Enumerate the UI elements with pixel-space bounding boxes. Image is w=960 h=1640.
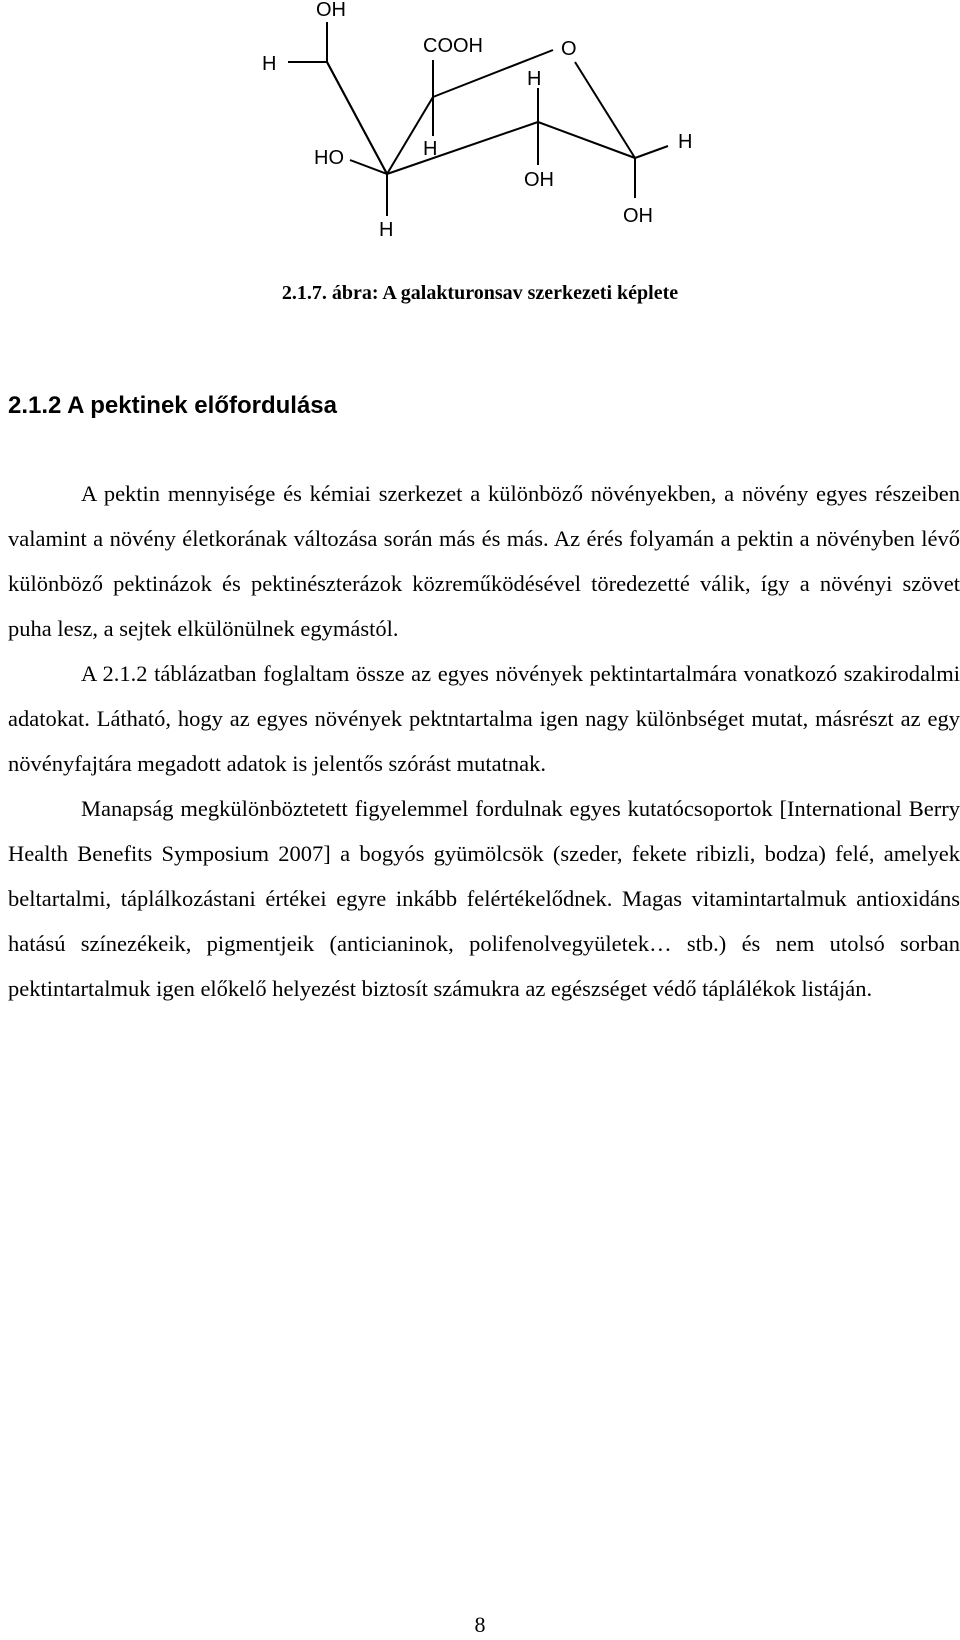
label-oh-c1: OH bbox=[623, 205, 653, 227]
label-o-ring: O bbox=[561, 38, 577, 60]
paragraph: Manapság megkülönböztetett figyelemmel fordulnak egyes kutatócsoportok [International Berry Health Benefits Symposium 2007] a bogyós gyümölcsök (szeder, fekete ribizli, bodza) felé, amelyek beltartalmi, táplálkozástani értékei egyre inkább felértékelődnek. Magas vitamintartalmuk antioxidáns hatású színezékeik, pigmentjeik (anticianinok, polifenolvegyületek… stb.) és nem utolsó sorban pektintartalmuk igen előkelő helyezést biztosít számukra az egészséget védő táplálékok listáján. bbox=[8, 796, 960, 1001]
label-cooh: COOH bbox=[423, 35, 483, 57]
label-h-c1: H bbox=[678, 131, 693, 153]
label-oh-top: OH bbox=[316, 0, 346, 21]
bond-c3-c4 bbox=[387, 97, 433, 174]
label-h-c3: H bbox=[423, 138, 438, 160]
label-h-left: H bbox=[262, 53, 277, 75]
galacturonic-acid-structure bbox=[0, 0, 960, 260]
label-h-bottom: H bbox=[379, 219, 394, 241]
page-number: 8 bbox=[474, 1612, 486, 1637]
bond-o-c1 bbox=[575, 62, 635, 158]
body-text bbox=[8, 471, 960, 1011]
label-h-c5: H bbox=[527, 68, 542, 90]
paragraph: A pektin mennyisége és kémiai szerkezet a különböző növényekben, a növény egyes részeiben valamint a növény életkorának változása során más és más. Az érés folyamán a pektin a növényben lévő különböző pektinázok és pektinészterázok közreműködésével töredezetté válik, így a növényi szövet puha lesz, a sejtek elkülönülnek egymástól. bbox=[8, 481, 960, 641]
figure-caption: 2.1.7. ábra: A galakturonsav szerkezeti képlete bbox=[281, 282, 679, 304]
section-heading: 2.1.2 A pektinek előfordulása bbox=[8, 392, 338, 419]
label-ho: HO bbox=[314, 147, 344, 169]
bond-c2-c3 bbox=[387, 122, 538, 174]
paragraph: A 2.1.2 táblázatban foglaltam össze az egyes növények pektintartalmára vonatkozó szakirodalmi adatokat. Látható, hogy az egyes növények pektntartalma igen nagy különbséget mutat, másrészt az egy növényfajtára megadott adatok is jelentős szórást mutatnak. bbox=[8, 661, 960, 776]
label-oh-c2: OH bbox=[524, 169, 554, 191]
ring-bonds bbox=[327, 50, 635, 174]
bond-c1-c2 bbox=[538, 122, 635, 158]
bond-h-c1 bbox=[635, 146, 668, 158]
